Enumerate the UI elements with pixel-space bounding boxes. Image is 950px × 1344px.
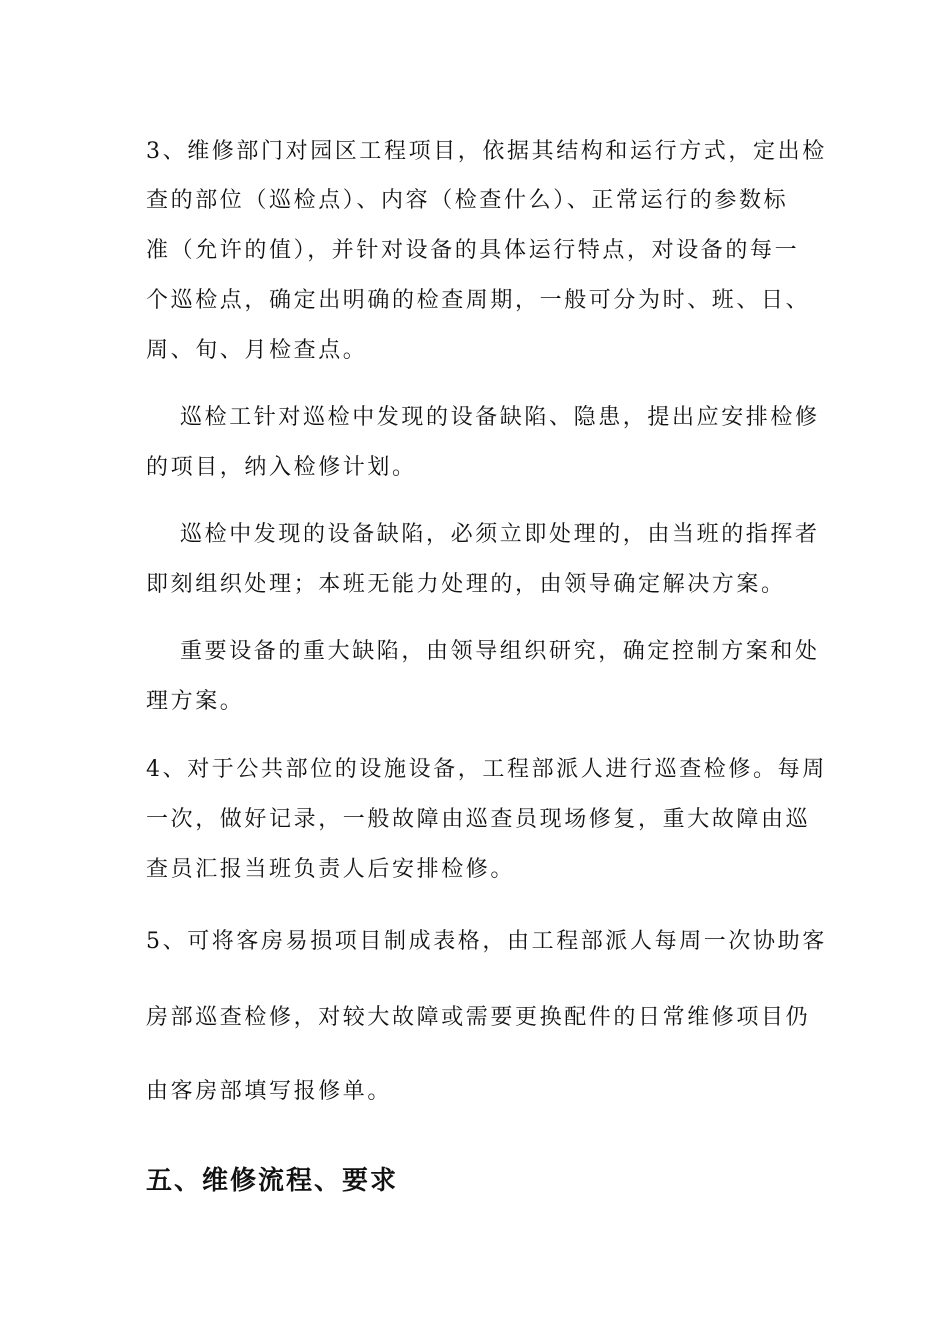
paragraph-1-line-4: 个巡检点，确定出明确的检查周期，一般可分为时、班、日、: [146, 288, 811, 313]
paragraph-5-line-2: 一次，做好记录，一般故障由巡查员现场修复，重大故障由巡: [146, 807, 811, 832]
paragraph-2-line-2: 的项目，纳入检修计划。: [146, 455, 417, 480]
paragraph-1-line-3: 准（允许的值），并针对设备的具体运行特点，对设备的每一: [146, 238, 800, 263]
paragraph-4-line-1: 重要设备的重大缺陷，由领导组织研究，确定控制方案和处: [180, 639, 820, 664]
paragraph-3-line-2: 即刻组织处理；本班无能力处理的，由领导确定解决方案。: [146, 572, 786, 597]
paragraph-1-line-2: 查的部位（巡检点）、内容（检查什么）、正常运行的参数标: [146, 188, 789, 213]
paragraph-6-line-1: 5、可将客房易损项目制成表格，由工程部派人每周一次协助客: [146, 929, 827, 954]
paragraph-5-line-1: 4、对于公共部位的设施设备，工程部派人进行巡查检修。每周: [146, 757, 827, 782]
paragraph-1-line-1: 3、维修部门对园区工程项目，依据其结构和运行方式，定出检: [146, 139, 827, 164]
paragraph-5-line-3: 查员汇报当班负责人后安排检修。: [146, 857, 516, 882]
paragraph-1-line-5: 周、旬、月检查点。: [146, 338, 368, 363]
paragraph-6-line-3: 由客房部填写报修单。: [146, 1079, 393, 1104]
section-heading: 五、维修流程、要求: [146, 1166, 399, 1196]
paragraph-2-line-1: 巡检工针对巡检中发现的设备缺陷、隐患，提出应安排检修: [180, 405, 820, 430]
paragraph-4-line-2: 理方案。: [146, 689, 245, 714]
paragraph-6-line-2: 房部巡查检修，对较大故障或需要更换配件的日常维修项目仍: [146, 1005, 811, 1030]
paragraph-3-line-1: 巡检中发现的设备缺陷，必须立即处理的，由当班的指挥者: [180, 522, 820, 547]
